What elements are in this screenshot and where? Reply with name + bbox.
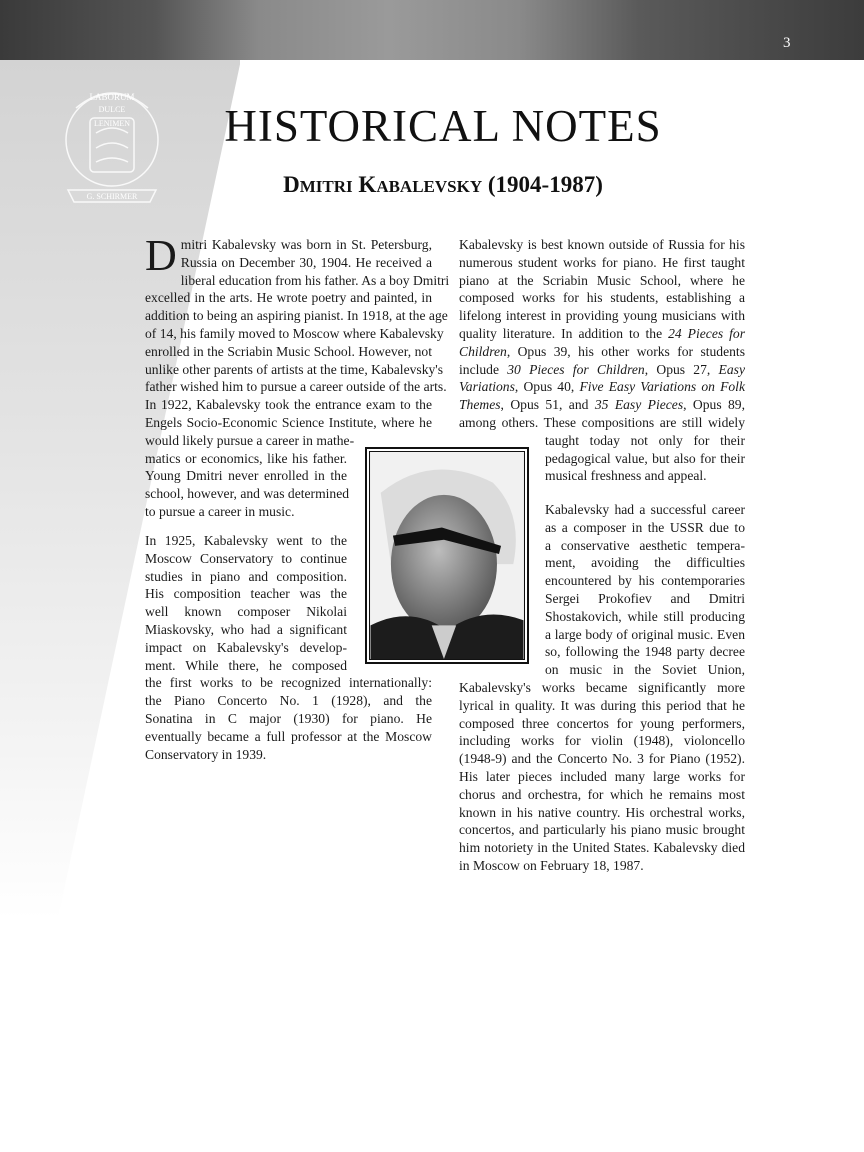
text-run: , Opus 51, and (500, 397, 595, 413)
text-line (145, 361, 444, 379)
text-line (545, 537, 745, 555)
text-run: unlike other parents of artists at the time, Kabalevsky's (145, 361, 444, 377)
text-run: eventually became a full professor at the Moscow (145, 728, 432, 744)
text-run: father wished him to pursue a career outside of the arts. (145, 379, 447, 395)
text-line (145, 621, 347, 639)
text-run: Miaskovsky, who had a significant (145, 621, 347, 637)
text-run: the first works to be recognized internationally: (145, 675, 432, 691)
text-line (145, 710, 432, 728)
text-run: Shostakovich, while still producing (545, 608, 745, 624)
text-run: including works for violin (1948), violoncello (459, 733, 745, 749)
text-line (459, 697, 745, 715)
text-line (545, 554, 745, 572)
text-line (179, 254, 432, 272)
text-run: taught today not only for their (545, 432, 745, 448)
text-line (545, 501, 745, 519)
text-run: ment. While there, he composed (145, 657, 347, 673)
text-line (145, 503, 347, 521)
text-line (545, 643, 745, 661)
text-run: Sonatina in C major (1930) for piano. He (145, 710, 432, 726)
italic-title: 30 Pieces for Children (507, 361, 645, 377)
text-line (459, 236, 745, 254)
text-line (145, 325, 444, 343)
text-run: musical freshness and appeal. (545, 468, 707, 484)
text-line (459, 361, 745, 379)
text-run: encountered by his contemporaries (545, 573, 745, 589)
italic-title: 24 Pieces for (668, 325, 745, 341)
text-line (545, 450, 745, 468)
text-run: Kabalevsky is best known outside of Russia for his (459, 237, 745, 252)
text-line (145, 396, 432, 414)
page-subtitle: DMITRI KABALEVSKY (1904-1987) (283, 172, 603, 197)
text-line (545, 432, 745, 450)
text-run: Kabalevsky's works became significantly more (459, 679, 745, 695)
text-run: numerous student works for piano. He first taught (459, 254, 745, 270)
text-run: matics or economics, like his father. (145, 450, 347, 466)
text-line (459, 750, 745, 768)
svg-text:LENIMEN: LENIMEN (94, 119, 130, 128)
text-line (459, 715, 745, 733)
text-line (459, 289, 745, 307)
text-line (145, 485, 350, 503)
text-run: , Opus 39, his other works for students (506, 343, 745, 359)
text-run: composed works for his students, establishing a (459, 290, 745, 306)
text-line (459, 804, 745, 822)
text-run: His later pieces included many large works for (459, 768, 745, 784)
svg-text:DULCE: DULCE (98, 105, 126, 114)
text-run: enrolled in the Scriabin Music School. However, not (145, 343, 432, 359)
text-line (145, 467, 347, 485)
page-header-band (0, 0, 864, 60)
text-run: Russia on December 30, 1904. He received a (180, 254, 432, 270)
text-run: of 14, his family moved to Moscow where Kabalevsky (145, 325, 444, 341)
text-line (145, 550, 347, 568)
text-run: liberal education from his father. As a boy Dmitri (180, 272, 450, 288)
text-line (459, 272, 745, 290)
text-line (145, 432, 355, 450)
text-run: Kabalevsky had a successful career (545, 502, 745, 517)
page-number: 3 (783, 35, 791, 51)
italic-title: Variations (459, 379, 515, 395)
text-line (459, 378, 745, 396)
text-line (145, 585, 347, 603)
text-line (145, 639, 347, 657)
text-line (545, 572, 745, 590)
text-line (545, 661, 745, 679)
text-line (145, 674, 432, 692)
text-line (459, 254, 745, 272)
text-run: the Piano Concerto No. 1 (1928), and the (145, 693, 432, 709)
text-run: chorus and orchestra, for which he remains most (459, 786, 745, 802)
text-line (545, 590, 745, 608)
text-line (145, 657, 347, 675)
italic-title: Five Easy Variations on Folk (579, 379, 745, 395)
text-line (145, 532, 347, 550)
portrait-image (370, 452, 524, 659)
italic-title: 35 Easy Pieces (594, 397, 684, 413)
text-run: lyrical in quality. It was during this period that he (459, 697, 745, 713)
text-run: mitri Kabalevsky was born in St. Petersburg, (180, 237, 432, 252)
text-run: to pursue a career in music. (145, 503, 295, 519)
text-run: piano at the Scriabin Music School, where he (459, 272, 745, 288)
text-run: , Opus 40, (514, 379, 580, 395)
text-line (145, 414, 432, 432)
text-line (459, 857, 745, 875)
text-run: on music in the Soviet Union, (545, 662, 745, 678)
text-run: impact on Kabalevsky's develop- (145, 639, 347, 655)
text-run: His composition teacher was the (145, 586, 347, 602)
svg-text:G. SCHIRMER: G. SCHIRMER (86, 192, 138, 201)
text-run: studies in piano and composition. (145, 568, 347, 584)
text-line (459, 414, 745, 432)
text-line (459, 325, 745, 343)
text-run: would likely pursue a career in mathe- (145, 432, 355, 448)
text-line (145, 307, 448, 325)
text-run: ment, avoiding the difficulties (545, 555, 745, 571)
text-run: concertos, and particularly his piano music brought (459, 822, 745, 838)
text-run: Moscow Conservatory to continue (145, 550, 347, 566)
text-line (145, 568, 347, 586)
text-line (459, 343, 745, 361)
drop-cap: D (145, 231, 177, 280)
text-run: so, following the 1948 party decree (545, 644, 745, 660)
text-line (545, 467, 745, 485)
text-run: (1948-9) and the Concerto No. 3 for Piano (1952). (459, 751, 745, 767)
text-run: as a composer in the USSR due to (545, 519, 745, 535)
text-line (145, 603, 347, 621)
text-run: school, however, and was determined (145, 486, 350, 502)
text-line (545, 626, 745, 644)
italic-title: Children (459, 343, 507, 359)
text-run: known in his native country. His orchestral works, (459, 804, 745, 820)
text-line (145, 728, 432, 746)
text-run: , Opus 89, (683, 397, 745, 413)
text-run: well known composer Nikolai (145, 604, 347, 620)
text-run: pedagogical value, but also for their (545, 450, 745, 466)
composer-portrait-photo (365, 447, 529, 664)
text-line (545, 519, 745, 537)
svg-text:LABORUM: LABORUM (89, 92, 135, 102)
text-run: lifelong interest in providing young musicians with (459, 308, 745, 324)
text-run: In 1925, Kabalevsky went to the (145, 533, 347, 548)
text-line (179, 236, 432, 254)
text-line (459, 786, 745, 804)
text-run: addition to being an aspiring pianist. In 1918, at the age (145, 308, 448, 324)
text-line (145, 343, 432, 361)
text-run: Conservatory in 1939. (145, 746, 267, 762)
text-run: In 1922, Kabalevsky took the entrance exam to the (145, 397, 432, 413)
text-line (459, 679, 745, 697)
text-run: composed three concertos for young performers, (459, 715, 745, 731)
text-run: among others. These compositions are still widely (459, 414, 745, 430)
text-run: excelled in the arts. He wrote poetry and painted, in (145, 290, 432, 306)
text-line (145, 450, 347, 468)
text-line (459, 768, 745, 786)
text-run: him notoriety in the United States. Kabalevsky died (459, 840, 745, 856)
text-run: , Opus 27, (644, 361, 719, 377)
text-run: Sergei Prokofiev and Dmitri (545, 590, 745, 606)
text-line (145, 289, 432, 307)
text-line (145, 378, 447, 396)
page-title: HISTORICAL NOTES (224, 101, 662, 151)
text-line (459, 307, 745, 325)
text-line (459, 821, 745, 839)
text-run: include (459, 361, 508, 377)
italic-title: Themes (459, 397, 501, 413)
text-run: quality literature. In addition to the (459, 325, 669, 341)
text-run: in Moscow on February 18, 1987. (459, 857, 644, 873)
text-run: a conservative aesthetic tempera- (545, 537, 745, 553)
text-line (459, 839, 745, 857)
text-line (145, 692, 432, 710)
text-line (145, 746, 432, 764)
text-run: a large body of original music. Even (545, 626, 745, 642)
text-line (545, 608, 745, 626)
text-line (459, 732, 745, 750)
text-run: Engels Socio-Economic Science Institute, where he (145, 414, 432, 430)
italic-title: Easy (718, 361, 745, 377)
text-line (459, 396, 745, 414)
text-run: Young Dmitri never enrolled in the (145, 468, 347, 484)
text-line (145, 272, 450, 290)
